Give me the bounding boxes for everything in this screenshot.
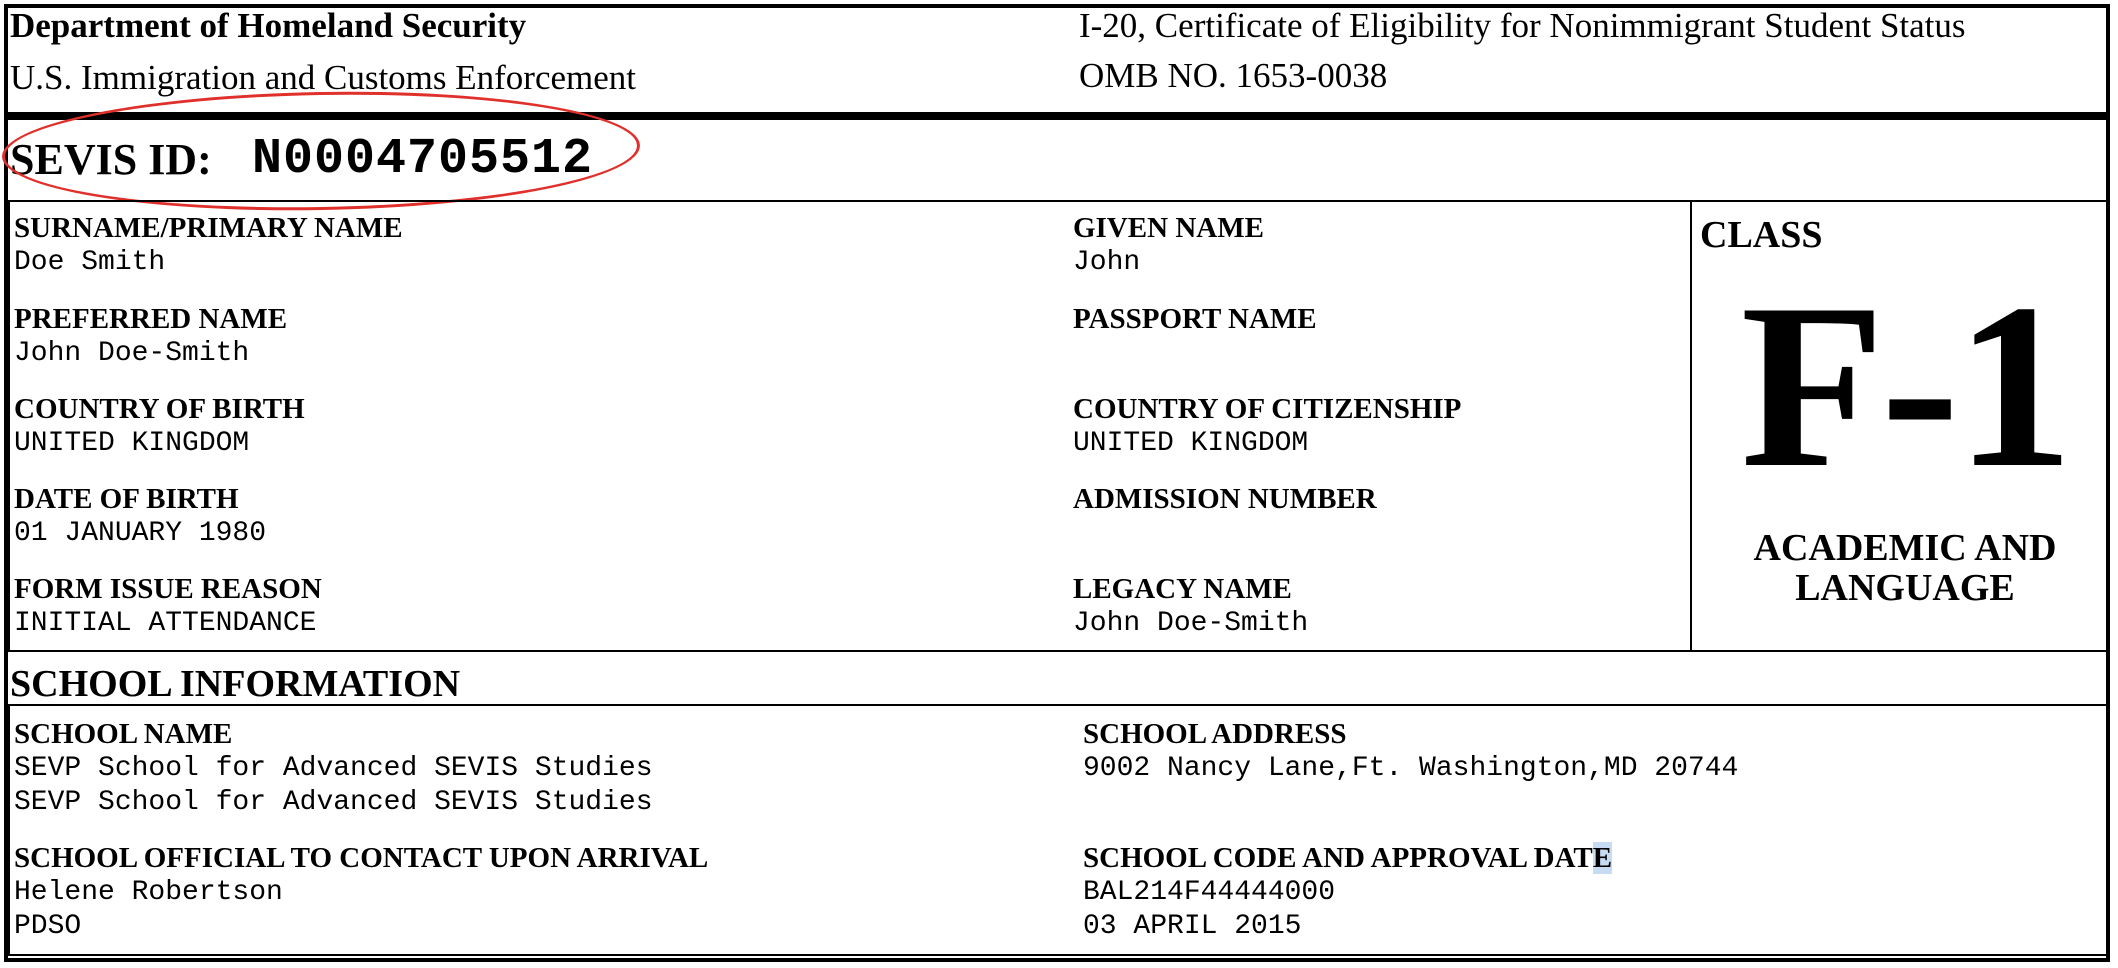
surname-value[interactable]: Doe Smith (14, 247, 166, 278)
country-of-birth-label: COUNTRY OF BIRTH (14, 393, 305, 425)
school-official-title[interactable]: PDSO (14, 911, 82, 942)
passport-name-label: PASSPORT NAME (1073, 303, 1317, 335)
school-official-name[interactable]: Helene Robertson (14, 877, 283, 908)
admission-number-label: ADMISSION NUMBER (1073, 483, 1377, 515)
legacy-name-value[interactable]: John Doe-Smith (1073, 608, 1309, 639)
form-issue-reason-label: FORM ISSUE REASON (14, 573, 322, 605)
given-name-label: GIVEN NAME (1073, 212, 1264, 244)
country-of-citizenship-value[interactable]: UNITED KINGDOM (1073, 428, 1309, 459)
form-title: I-20, Certificate of Eligibility for Nonimmigrant Student Status (1079, 6, 1966, 45)
sub-agency-name: U.S. Immigration and Customs Enforcement (10, 58, 637, 97)
date-of-birth-value[interactable]: 01 JANUARY 1980 (14, 518, 267, 549)
class-description-line-1: ACADEMIC AND (1753, 527, 2057, 569)
school-code-label-text: SCHOOL CODE AND APPROVAL DAT (1083, 842, 1593, 874)
school-info-box (8, 704, 2110, 956)
school-name-line-2[interactable]: SEVP School for Advanced SEVIS Studies (14, 787, 653, 818)
school-code-value[interactable]: BAL214F44444000 (1083, 877, 1336, 908)
country-of-birth-value[interactable]: UNITED KINGDOM (14, 428, 250, 459)
school-address-value[interactable]: 9002 Nancy Lane,Ft. Washington,MD 20744 (1083, 753, 1739, 784)
country-of-citizenship-label: COUNTRY OF CITIZENSHIP (1073, 393, 1462, 425)
sevis-id-value[interactable]: N0004705512 (252, 131, 594, 188)
sevis-id-label: SEVIS ID: (10, 135, 212, 184)
preferred-name-value[interactable]: John Doe-Smith (14, 338, 250, 369)
school-name-label: SCHOOL NAME (14, 718, 233, 750)
surname-label: SURNAME/PRIMARY NAME (14, 212, 403, 244)
school-official-label: SCHOOL OFFICIAL TO CONTACT UPON ARRIVAL (14, 842, 709, 874)
agency-name: Department of Homeland Security (10, 6, 527, 45)
form-issue-reason-value[interactable]: INITIAL ATTENDANCE (14, 608, 317, 639)
preferred-name-label: PREFERRED NAME (14, 303, 288, 335)
date-of-birth-label: DATE OF BIRTH (14, 483, 239, 515)
class-description (1700, 528, 2110, 608)
class-description-line-2: LANGUAGE (1795, 567, 2015, 609)
given-name-value[interactable]: John (1073, 247, 1141, 278)
legacy-name-label: LEGACY NAME (1073, 573, 1292, 605)
visa-class-code: F-1 (1740, 256, 2070, 517)
text-selection-highlight: E (1592, 842, 1613, 874)
school-code-label (1083, 842, 1612, 874)
school-address-label: SCHOOL ADDRESS (1083, 718, 1347, 750)
school-name-line-1[interactable]: SEVP School for Advanced SEVIS Studies (14, 753, 653, 784)
class-divider (1690, 200, 1692, 652)
class-label: CLASS (1700, 214, 1823, 256)
school-information-title: SCHOOL INFORMATION (10, 663, 461, 705)
omb-number: OMB NO. 1653-0038 (1079, 56, 1388, 95)
approval-date-value[interactable]: 03 APRIL 2015 (1083, 911, 1302, 942)
